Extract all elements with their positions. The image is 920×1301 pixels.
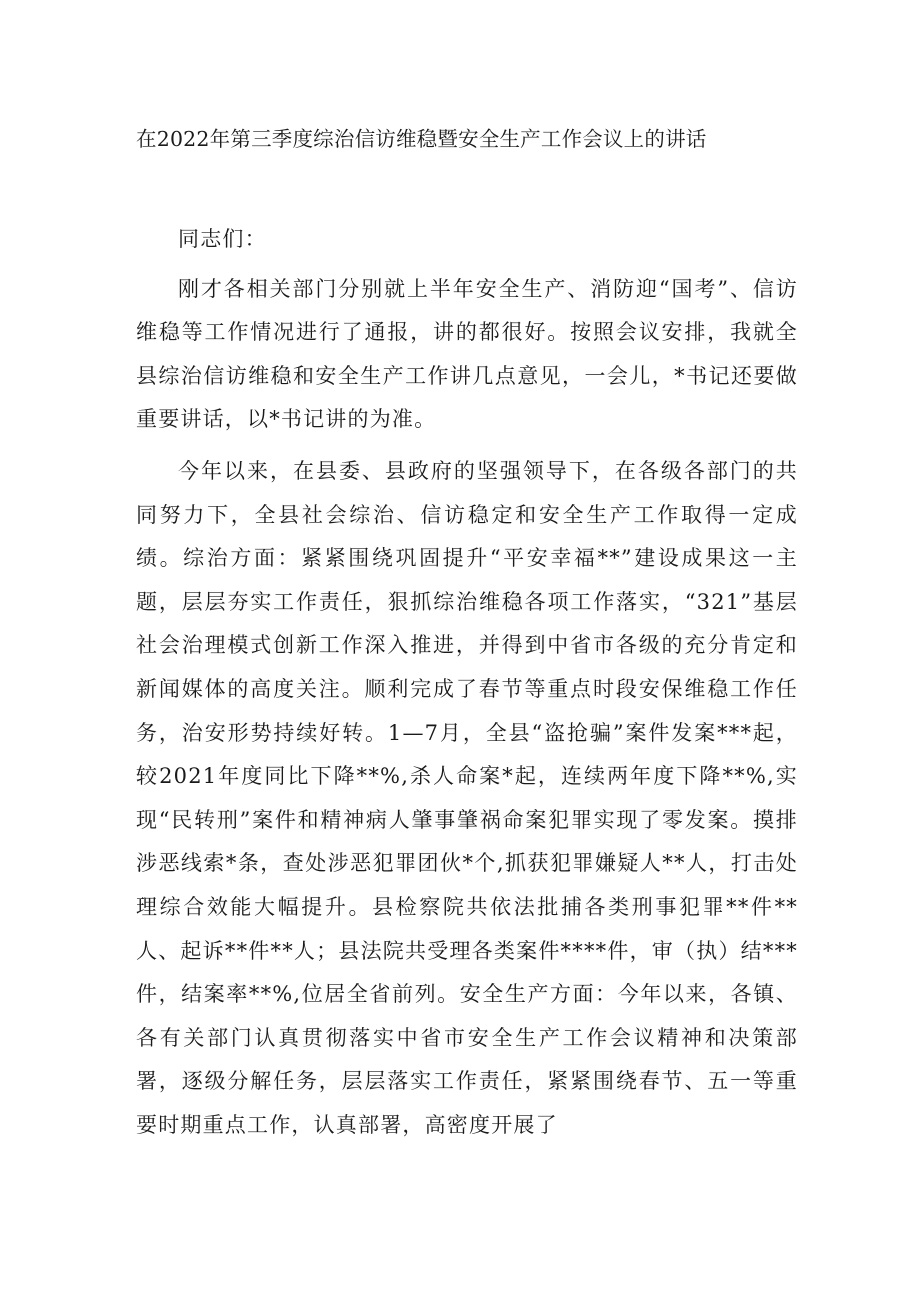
document-title: 在2022年第三季度综治信访维稳暨安全生产工作会议上的讲话: [136, 127, 707, 151]
greeting-paragraph: 同志们：: [178, 227, 267, 251]
body-paragraph-2: 今年以来，在县委、县政府的坚强领导下，在各级各部门的共同努力下，全县社会综治、信访稳定和安全生产工作取得一定成绩。综治方面：紧紧围绕巩固提升“平安幸福**”建设成果这一主题，层层夯实工作责任，狠抓综治维稳各项工作落实，“321”基层社会治理模式创新工作深入推进，并得到中省市各级的充分肯定和新闻媒体的高度关注。顺利完成了春节等重点时段安保维稳工作任务，治安形势持续好转。1—7月，全县“盗抢骗”案件发案***起，较2021年度同比下降**%,杀人命案*起，连续两年度下降**%,实现“民转刑”案件和精神病人肇事肇祸命案犯罪实现了零发案。摸排涉恶线索*条，查处涉恶犯罪团伙*个,抓获犯罪嫌疑人**人，打击处理综合效能大幅提升。县检察院共依法批捕各类刑事犯罪**件**人、起诉**件**人；县法院共受理各类案件****件，审（执）结***件，结案率**%,位居全省前列。安全生产方面：今年以来，各镇、各有关部门认真贯彻落实中省市安全生产工作会议精神和决策部署，逐级分解任务，层层落实工作责任，紧紧围绕春节、五一等重要时期重点工作，认真部署，高密度开展了: [136, 458, 798, 1137]
body-paragraph-1: 刚才各相关部门分别就上半年安全生产、消防迎“国考”、信访维稳等工作情况进行了通报，讲的都很好。按照会议安排，我就全县综治信访维稳和安全生产工作讲几点意见，一会儿，*书记还要做重要讲话，以*书记讲的为准。: [136, 276, 798, 432]
document-body: [136, 218, 798, 1147]
